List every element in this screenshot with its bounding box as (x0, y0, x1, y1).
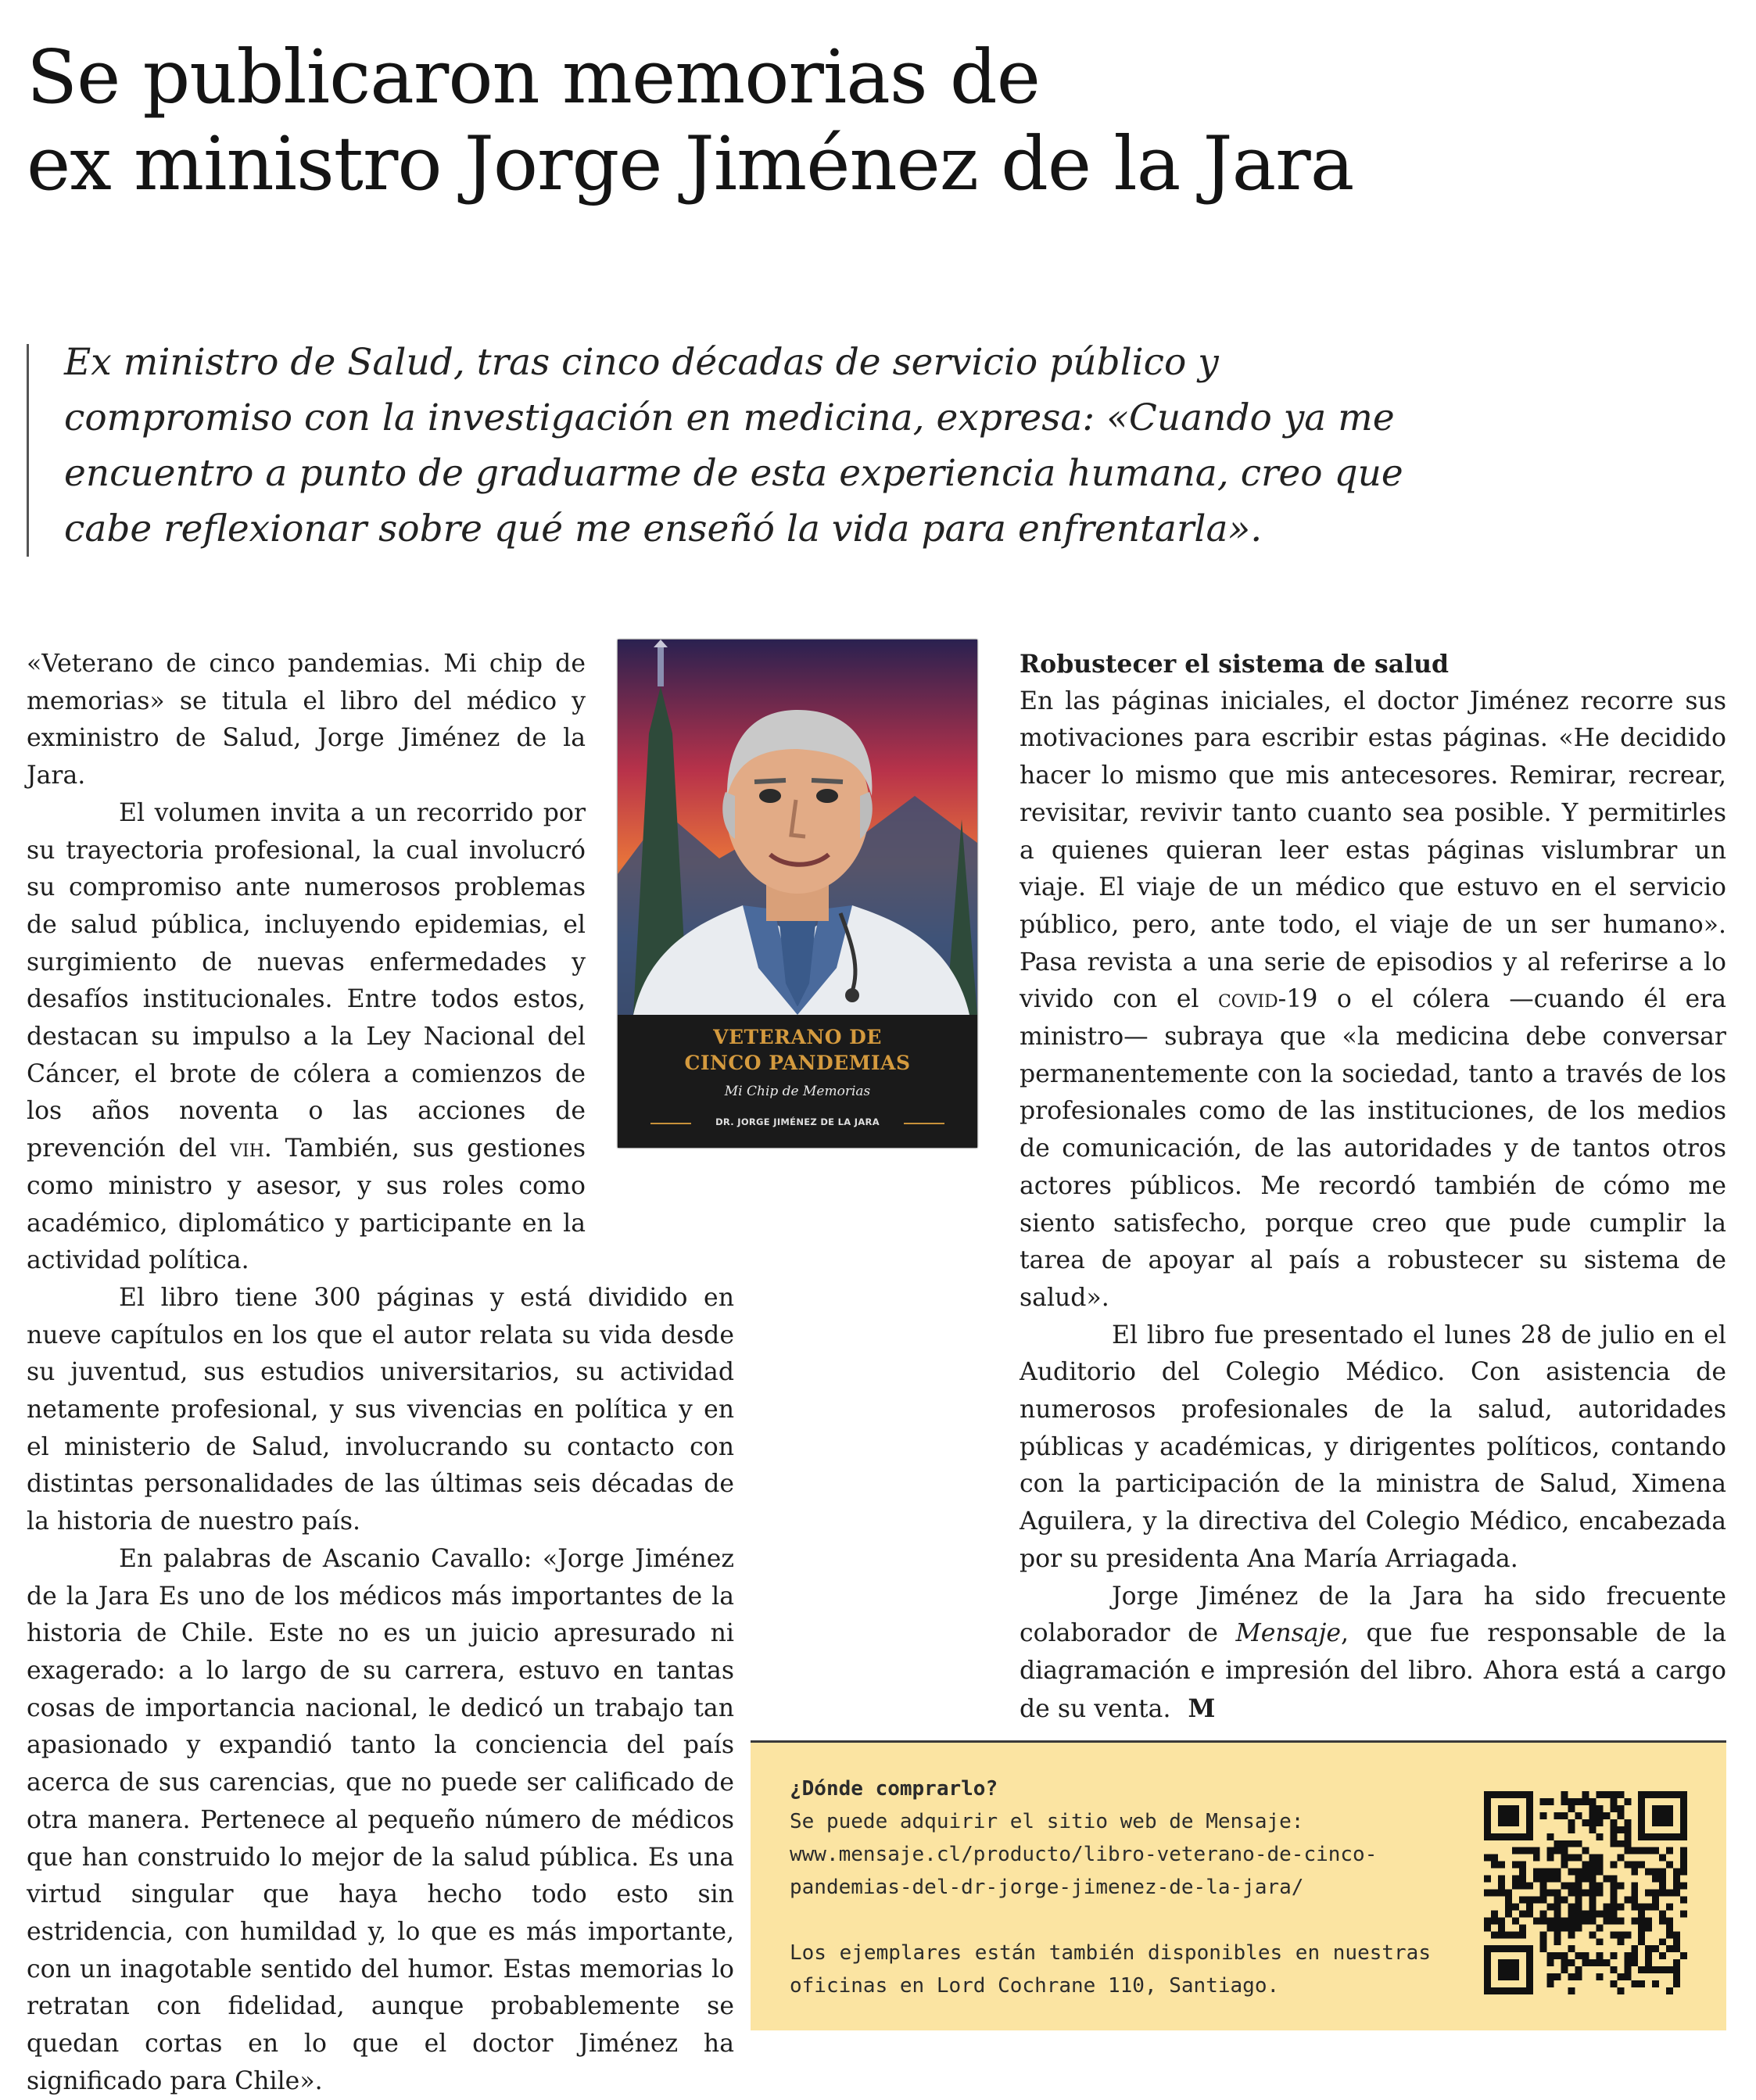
spacer (790, 1904, 1431, 1937)
paragraph: En las páginas iniciales, el doctor Jiménez recorre sus motivaciones para escribir estas páginas. «He decidido hacer lo mismo que mis antecesores. Remirar, recrear, revisitar, revivir tanto cuanto sea posible. Y permitirles a quienes quieran leer estas páginas vislumbrar un viaje. El viaje de un médico que estuvo en el servicio público, pero, ante todo, el viaje de un ser humano». Pasa revista a una serie de episodios y al referirse a lo vivido con el covid-19 o el cólera —cuando él era ministro— subraya que «la medicina debe conversar permanentemente con la sociedad, tanto a través de los profesionales como de las instituciones, de los medios de comunicación, de las autoridades y de tantos otros actores públicos. Me recordó también de cómo me siento satisfecho, porque creo que pude cumplir la tarea de apoyar al país a robustecer su sistema de salud». (1020, 686, 1727, 1312)
magazine-name: Mensaje (1235, 1619, 1341, 1648)
end-mark: M (1188, 1693, 1216, 1723)
qr-code[interactable] (1484, 1791, 1687, 1994)
paragraph: El libro fue presentado el lunes 28 de julio en el Auditorio del Colegio Médico. Con asistencia de numerosos profesionales de la salud, autoridades públicas y académicas, y dirigentes políticos, contando con la participación de la ministra de Salud, Ximena Aguilera, y la directiva del Colegio Médico, encabezada por su presidenta Ana María Arriagada. (1020, 1321, 1726, 1573)
cover-title: VETERANO DE CINCO PANDEMIAS (684, 1026, 911, 1074)
buy-url-line-2[interactable]: pandemias-del-dr-jorge-jimenez-de-la-jara/ (790, 1876, 1304, 1899)
paragraph: Jorge Jiménez de la Jara ha sido frecuente colaborador de Mensaje, que fue responsable de la diagramación e impresión del libro. Ahora está a cargo de su venta. M (1020, 1582, 1726, 1723)
buy-offices: Los ejemplares están también disponibles en nuestras oficinas en Lord Cochrane 110, Santiago. (790, 1941, 1431, 1998)
acronym-covid: covid-19 (1217, 985, 1318, 1014)
buy-line: Se puede adquirir el sitio web de Mensaje: (790, 1810, 1304, 1833)
title-line-1: Se publicaron memorias de (27, 34, 1040, 120)
buy-info-box (751, 1740, 1726, 2030)
column-right (1020, 646, 1726, 1728)
article-lead: Ex ministro de Salud, tras cinco décadas de servicio público y compromiso con la investigación en medicina, expresa: «Cuando ya me encuentro a punto de graduarme de esta experiencia humana, creo que cabe reflexionar sobre qué me enseñó la vida para enfrentarla». (64, 341, 1403, 550)
cover-dash-right (904, 1123, 944, 1124)
cover-author: DR. JORGE JIMÉNEZ DE LA JARA (715, 1116, 880, 1127)
acronym-vih: vih (230, 1134, 264, 1163)
paragraph: El volumen invita a un recorrido por su trayectoria profesional, la cual involucró su compromiso ante numerosos problemas de salud pública, incluyendo epidemias, el surgimiento de nuevas enfermedades y desafíos institucionales. Entre todos estos, destacan su impulso a la Ley Nacional del Cáncer, el brote de cólera a comienzos de los años noventa o las acciones de prevención del vih. También, sus gestiones como ministro y asesor, y sus roles como académico, diplomático y participante en la actividad política. (27, 798, 586, 1275)
cover-subtitle: Mi Chip de Memorias (724, 1084, 871, 1099)
buy-url-line-1[interactable]: www.mensaje.cl/producto/libro-veterano-de-cinco- (790, 1843, 1378, 1866)
paragraph: «Veterano de cinco pandemias. Mi chip de memorias» se titula el libro del médico y exministro de Salud, Jorge Jiménez de la Jara. (27, 650, 586, 790)
buy-info-text (790, 1772, 1431, 2002)
article-title (27, 34, 1708, 208)
section-subhead: Robustecer el sistema de salud (1020, 650, 1450, 679)
buy-heading: ¿Dónde comprarlo? (790, 1777, 998, 1801)
title-line-2: ex ministro Jorge Jiménez de la Jara (27, 121, 1354, 207)
paragraph: En palabras de Ascanio Cavallo: «Jorge Jiménez de la Jara Es uno de los médicos más importantes de la historia de Chile. Este no es un juicio apresurado ni exagerado: a lo largo de su carrera, estuvo en tantas cosas de importancia nacional, le dedicó un trabajo tan apasionado y expandió tanto la conciencia del país acerca de sus carencias, que no puede ser calificado de otra manera. Pertenece al pequeño número de médicos que han construido lo mejor de la salud pública. Es una virtud singular que haya hecho todo esto sin estridencia, con humildad y, lo que es más importante, con un inagotable sentido del humor. Estas memorias lo retratan con fidelidad, aunque probablemente se quedan cortas en lo que el doctor Jiménez ha significado para Chile». (27, 1544, 734, 2095)
paragraph: El libro tiene 300 páginas y está dividido en nueve capítulos en los que el autor relata su vida desde su juventud, sus estudios universitarios, su actividad netamente profesional, y sus vivencias en política y en el ministerio de Salud, involucrando su contacto con distintas personalidades de las últimas seis décadas de la historia de nuestro país. (27, 1283, 734, 1536)
lead-rule (27, 344, 29, 557)
book-cover (618, 640, 977, 1148)
